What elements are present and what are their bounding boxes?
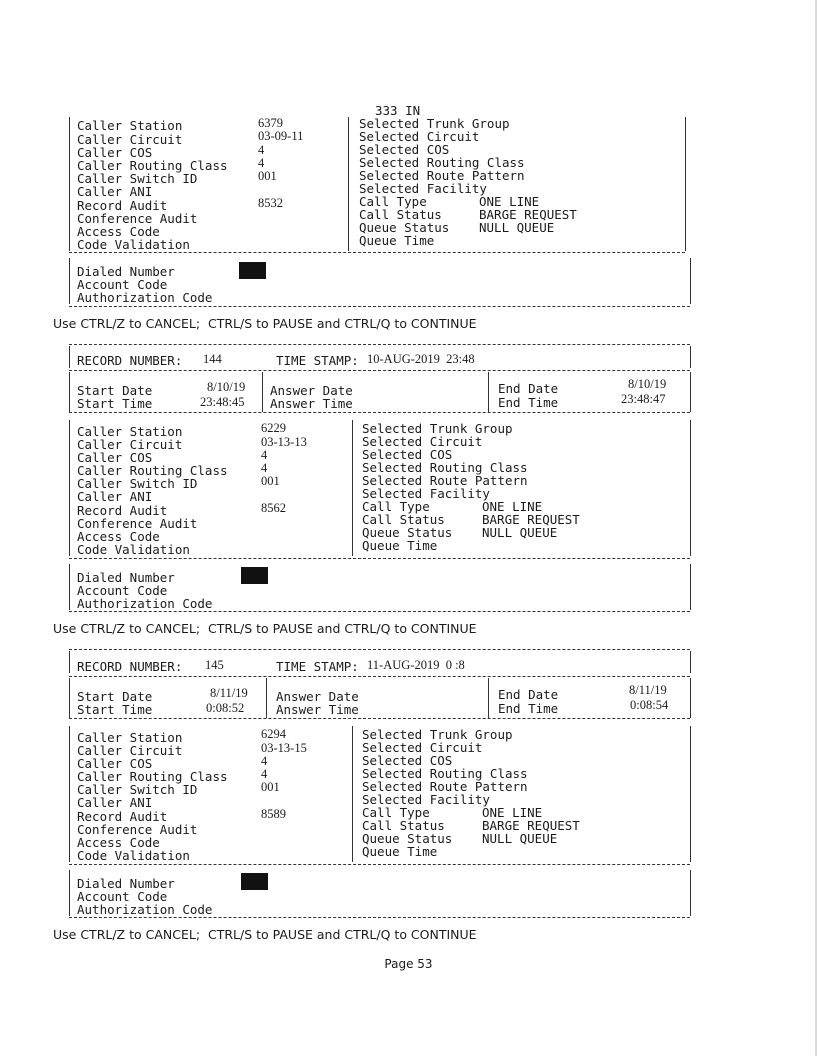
caller-circuit-value: 03-13-13 <box>261 435 307 449</box>
selected-routing-class-label: Selected Routing Class <box>362 460 528 475</box>
divider <box>488 372 489 412</box>
answer-time-label: Answer Time <box>270 396 353 411</box>
left-border <box>69 870 70 916</box>
queue-status-label: Queue Status <box>362 525 453 540</box>
selected-facility-label: Selected Facility <box>362 792 490 807</box>
call-type-label: Call Type <box>362 499 430 514</box>
caller-station-value: 6229 <box>261 421 286 435</box>
right-border <box>690 678 691 718</box>
access-code-label: Access Code <box>77 224 160 239</box>
selected-route-pattern-label: Selected Route Pattern <box>359 168 525 183</box>
time-stamp-label: TIME STAMP: <box>276 659 359 674</box>
divider <box>69 917 690 918</box>
redaction-box <box>241 873 268 890</box>
caller-circuit-value: 03-13-15 <box>261 741 307 755</box>
divider <box>262 372 263 412</box>
start-date-label: Start Date <box>77 383 153 398</box>
selected-route-pattern-label: Selected Route Pattern <box>362 779 528 794</box>
caller-routing-class-value: 4 <box>261 461 268 475</box>
left-border <box>69 564 70 610</box>
caller-cos-value: 4 <box>261 448 268 462</box>
divider <box>69 611 690 612</box>
account-code-label: Account Code <box>77 277 168 292</box>
left-border <box>69 678 70 718</box>
caller-cos-label: Caller COS <box>77 756 153 771</box>
selected-circuit-label: Selected Circuit <box>362 434 483 449</box>
right-border <box>690 870 691 916</box>
left-border <box>69 117 70 251</box>
caller-cos-label: Caller COS <box>77 450 153 465</box>
record-audit-label: Record Audit <box>77 809 168 824</box>
redaction-box <box>239 262 266 279</box>
record-audit-value: 8562 <box>261 501 286 515</box>
right-border <box>690 651 691 673</box>
caller-routing-class-label: Caller Routing Class <box>77 769 228 784</box>
time-stamp-value: 11-AUG-2019 0 :8 <box>367 658 465 672</box>
end-date-value: 8/11/19 <box>629 683 667 697</box>
caller-ani-label: Caller ANI <box>77 795 153 810</box>
selected-facility-label: Selected Facility <box>359 181 487 196</box>
record-audit-value: 8532 <box>258 196 283 210</box>
conference-audit-label: Conference Audit <box>77 516 198 531</box>
code-validation-label: Code Validation <box>77 237 190 252</box>
call-type-label: Call Type <box>362 805 430 820</box>
caller-station-label: Caller Station <box>77 730 183 745</box>
selected-trunk-group-label: Selected Trunk Group <box>359 116 510 131</box>
call-type-value: ONE LINE <box>482 805 543 820</box>
queue-time-label: Queue Time <box>362 538 438 553</box>
end-date-label: End Date <box>498 687 559 702</box>
divider <box>69 558 690 559</box>
right-border <box>690 420 691 556</box>
account-code-label: Account Code <box>77 583 168 598</box>
answer-date-label: Answer Date <box>270 383 353 398</box>
record-audit-label: Record Audit <box>77 503 168 518</box>
caller-switch-id-value: 001 <box>261 780 280 794</box>
call-status-value: BARGE REQUEST <box>479 207 577 222</box>
left-border <box>69 258 70 304</box>
divider <box>69 864 690 865</box>
end-time-value: 23:48:47 <box>621 392 666 406</box>
start-time-label: Start Time <box>77 396 153 411</box>
account-code-label: Account Code <box>77 889 168 904</box>
start-date-label: Start Date <box>77 689 153 704</box>
footer-instructions: Use CTRL/Z to CANCEL; CTRL/S to PAUSE and CTRL/Q to CONTINUE <box>53 927 477 942</box>
call-status-label: Call Status <box>362 512 445 527</box>
redaction-box <box>241 567 268 584</box>
start-time-value: 0:08:52 <box>206 701 245 715</box>
conference-audit-label: Conference Audit <box>77 211 198 226</box>
time-stamp-value: 10-AUG-2019 23:48 <box>367 352 475 366</box>
caller-routing-class-label: Caller Routing Class <box>77 463 228 478</box>
queue-status-value: NULL QUEUE <box>479 220 555 235</box>
end-date-value: 8/10/19 <box>628 377 667 391</box>
start-date-value: 8/10/19 <box>207 380 246 394</box>
selected-circuit-label: Selected Circuit <box>362 740 483 755</box>
queue-status-value: NULL QUEUE <box>482 831 558 846</box>
queue-status-label: Queue Status <box>362 831 453 846</box>
caller-station-label: Caller Station <box>77 424 183 439</box>
footer-instructions: Use CTRL/Z to CANCEL; CTRL/S to PAUSE and CTRL/Q to CONTINUE <box>53 316 477 331</box>
caller-cos-label: Caller COS <box>77 145 153 160</box>
page-number: Page 53 <box>384 957 433 971</box>
left-border <box>69 651 70 673</box>
middle-divider <box>348 117 349 251</box>
record-number-value: 145 <box>205 658 224 672</box>
divider <box>69 676 690 677</box>
middle-divider <box>352 420 353 556</box>
queue-status-value: NULL QUEUE <box>482 525 558 540</box>
right-border <box>690 346 691 368</box>
divider <box>69 718 690 719</box>
selected-circuit-label: Selected Circuit <box>359 129 480 144</box>
right-border <box>690 258 691 304</box>
selected-cos-label: Selected COS <box>362 753 453 768</box>
middle-divider <box>352 726 353 862</box>
caller-switch-id-value: 001 <box>258 169 277 183</box>
selected-routing-class-label: Selected Routing Class <box>359 155 525 170</box>
caller-station-value: 6294 <box>261 727 286 741</box>
caller-switch-id-value: 001 <box>261 474 280 488</box>
call-type-label: Call Type <box>359 194 427 209</box>
code-validation-label: Code Validation <box>77 848 190 863</box>
caller-ani-label: Caller ANI <box>77 184 153 199</box>
call-status-label: Call Status <box>362 818 445 833</box>
right-border <box>690 372 691 412</box>
caller-circuit-label: Caller Circuit <box>77 132 183 147</box>
queue-time-label: Queue Time <box>362 844 438 859</box>
trunk-group-value: 333 IN <box>375 103 421 118</box>
record-number-value: 144 <box>203 352 222 366</box>
divider <box>69 370 690 371</box>
selected-trunk-group-label: Selected Trunk Group <box>362 727 513 742</box>
end-time-label: End Time <box>498 395 559 410</box>
caller-routing-class-value: 4 <box>258 156 265 170</box>
selected-route-pattern-label: Selected Route Pattern <box>362 473 528 488</box>
end-time-value: 0:08:54 <box>630 698 669 712</box>
conference-audit-label: Conference Audit <box>77 822 198 837</box>
code-validation-label: Code Validation <box>77 542 190 557</box>
caller-routing-class-value: 4 <box>261 767 268 781</box>
authorization-code-label: Authorization Code <box>77 902 213 917</box>
divider <box>488 678 489 718</box>
divider <box>266 678 267 718</box>
selected-trunk-group-label: Selected Trunk Group <box>362 421 513 436</box>
caller-cos-value: 4 <box>261 754 268 768</box>
left-border <box>69 346 70 368</box>
record-number-label: RECORD NUMBER: <box>77 353 183 368</box>
divider <box>69 306 690 307</box>
caller-circuit-label: Caller Circuit <box>77 437 183 452</box>
start-time-label: Start Time <box>77 702 153 717</box>
dialed-number-label: Dialed Number <box>77 264 175 279</box>
record-audit-value: 8589 <box>261 807 286 821</box>
divider <box>69 252 685 253</box>
selected-facility-label: Selected Facility <box>362 486 490 501</box>
divider <box>69 344 690 345</box>
access-code-label: Access Code <box>77 835 160 850</box>
right-border <box>685 117 686 251</box>
footer-instructions: Use CTRL/Z to CANCEL; CTRL/S to PAUSE and CTRL/Q to CONTINUE <box>53 621 477 636</box>
caller-cos-value: 4 <box>258 143 265 157</box>
left-border <box>69 372 70 412</box>
caller-circuit-label: Caller Circuit <box>77 743 183 758</box>
caller-circuit-value: 03-09-11 <box>258 129 304 143</box>
authorization-code-label: Authorization Code <box>77 290 213 305</box>
dialed-number-label: Dialed Number <box>77 876 175 891</box>
caller-routing-class-label: Caller Routing Class <box>77 158 228 173</box>
selected-cos-label: Selected COS <box>362 447 453 462</box>
selected-routing-class-label: Selected Routing Class <box>362 766 528 781</box>
call-status-value: BARGE REQUEST <box>482 818 580 833</box>
access-code-label: Access Code <box>77 529 160 544</box>
record-number-label: RECORD NUMBER: <box>77 659 183 674</box>
end-date-label: End Date <box>498 381 559 396</box>
divider <box>69 412 690 413</box>
queue-time-label: Queue Time <box>359 233 435 248</box>
left-border <box>69 420 70 556</box>
left-border <box>69 726 70 862</box>
authorization-code-label: Authorization Code <box>77 596 213 611</box>
right-border <box>690 564 691 610</box>
answer-time-label: Answer Time <box>276 702 359 717</box>
caller-switch-id-label: Caller Switch ID <box>77 476 198 491</box>
caller-ani-label: Caller ANI <box>77 489 153 504</box>
divider <box>69 649 690 650</box>
right-border <box>690 726 691 862</box>
call-status-value: BARGE REQUEST <box>482 512 580 527</box>
end-time-label: End Time <box>498 701 559 716</box>
caller-switch-id-label: Caller Switch ID <box>77 171 198 186</box>
call-type-value: ONE LINE <box>479 194 540 209</box>
queue-status-label: Queue Status <box>359 220 450 235</box>
record-audit-label: Record Audit <box>77 198 168 213</box>
time-stamp-label: TIME STAMP: <box>276 353 359 368</box>
start-time-value: 23:48:45 <box>200 395 245 409</box>
answer-date-label: Answer Date <box>276 689 359 704</box>
selected-cos-label: Selected COS <box>359 142 450 157</box>
call-type-value: ONE LINE <box>482 499 543 514</box>
caller-station-label: Caller Station <box>77 118 183 133</box>
call-status-label: Call Status <box>359 207 442 222</box>
dialed-number-label: Dialed Number <box>77 570 175 585</box>
caller-switch-id-label: Caller Switch ID <box>77 782 198 797</box>
caller-station-value: 6379 <box>258 116 283 130</box>
start-date-value: 8/11/19 <box>210 686 248 700</box>
